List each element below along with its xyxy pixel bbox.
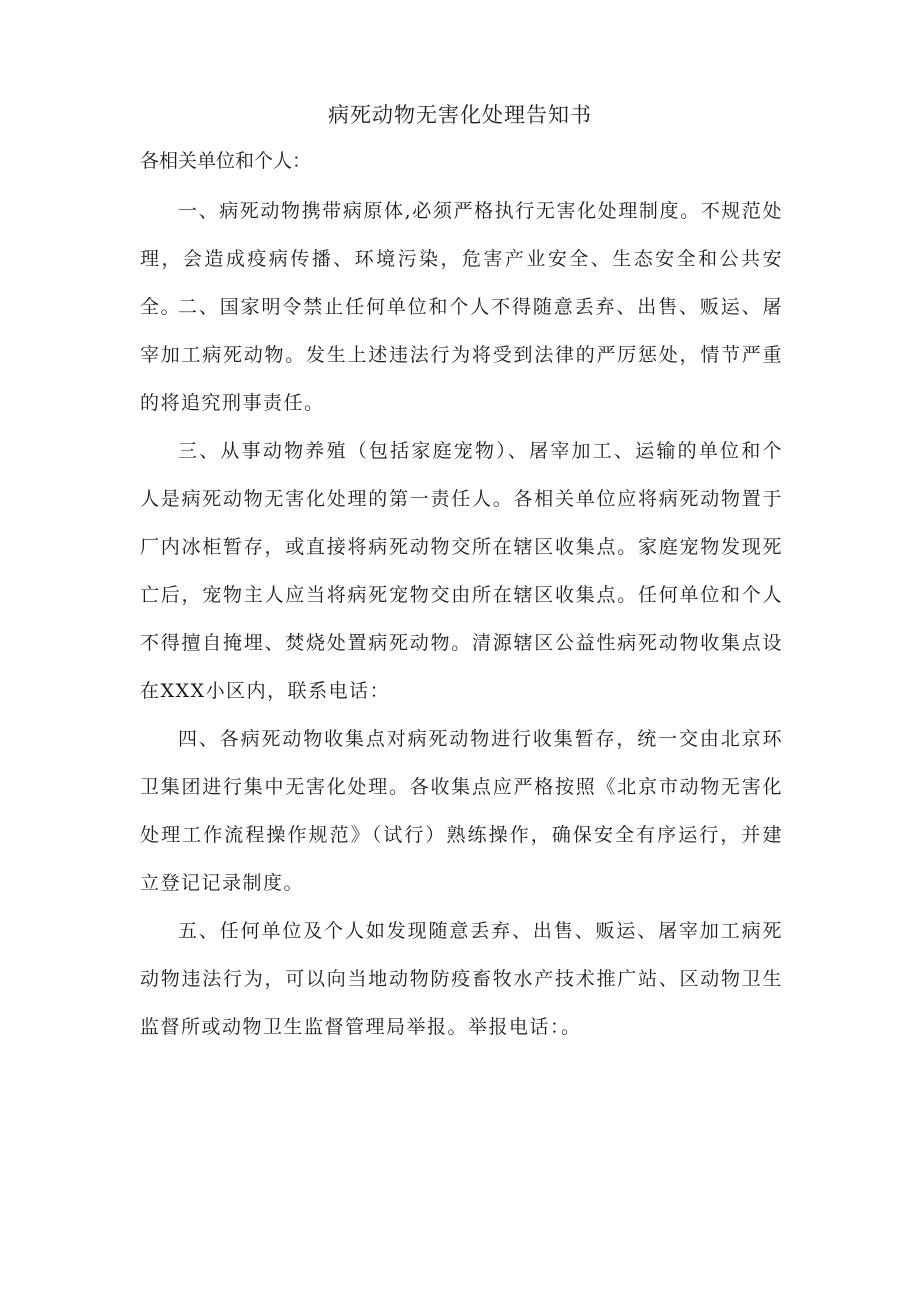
paragraph-2: 二、国家明令禁止任何单位和个人不得随意丢弃、出售、贩运、屠宰加工病死动物。发生上述违法行为将受到法律的严厉惩处，情节严重的将追究刑事责任。 (140, 296, 783, 414)
document-title: 病死动物无害化处理告知书 (328, 103, 592, 127)
salutation: 各相关单位和个人： (140, 150, 312, 172)
paragraph-4: 四、各病死动物收集点对病死动物进行收集暂存，统一交由北京环卫集团进行集中无害化处理。各收集点应严格按照《北京市动物无害化处理工作流程操作规范》（试行）熟练操作，确保安全有序运行，并建立登记记录制度。 (140, 728, 783, 894)
paragraph-1: 一、病死动物携带病原体,必须严格执行无害化处理制度。不规范处理，会造成疫病传播、环境污染，危害产业安全、生态安全和公共安全。 (140, 200, 783, 318)
paragraph-5: 五、任何单位及个人如发现随意丢弃、出售、贩运、屠宰加工病死动物违法行为，可以向当地动物防疫畜牧水产技术推广站、区动物卫生监督所或动物卫生监督管理局举报。举报电话：。 (140, 920, 783, 1038)
paragraph-3: 三、从事动物养殖（包括家庭宠物）、屠宰加工、运输的单位和个人是病死动物无害化处理的第一责任人。各相关单位应将病死动物置于厂内冰柜暂存，或直接将病死动物交所在辖区收集点。家庭宠物发现死亡后，宠物主人应当将病死宠物交由所在辖区收集点。任何单位和个人不得擅自掩埋、焚烧处置病死动物。清源辖区公益性病死动物收集点设在XXX小区内，联系电话： (140, 440, 783, 702)
